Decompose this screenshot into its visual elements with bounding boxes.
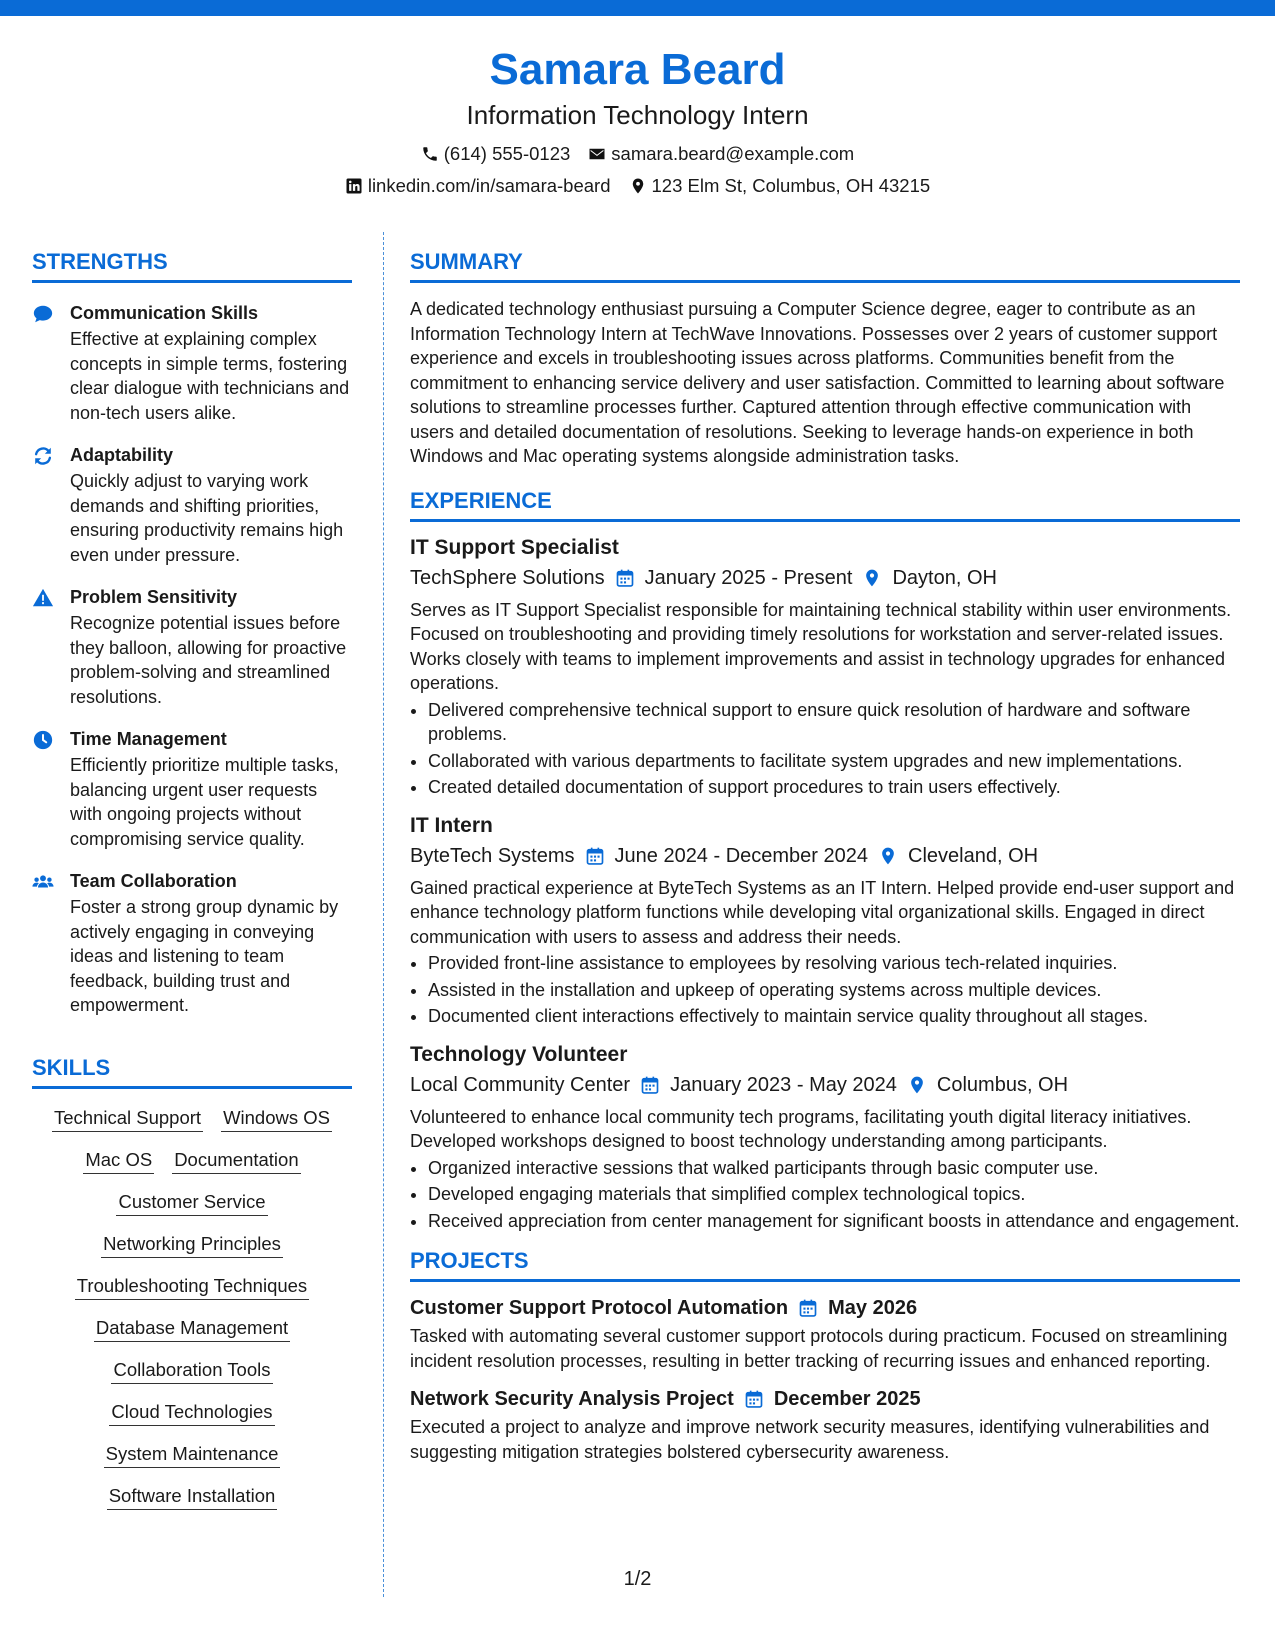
job-bullets bbox=[410, 1156, 1240, 1234]
skills-heading: SKILLS bbox=[32, 1054, 352, 1089]
location-pin-icon bbox=[862, 568, 882, 588]
job-bullet: • Delivered comprehensive technical support to ensure quick resolution of hardware and software problems. bbox=[428, 698, 1240, 747]
linkedin-text: linkedin.com/in/samara-beard bbox=[367, 175, 611, 196]
address-text: 123 Elm St, Columbus, OH 43215 bbox=[651, 175, 931, 196]
contact-phone bbox=[421, 142, 571, 166]
job-meta bbox=[410, 1071, 1240, 1099]
job-location: Cleveland, OH bbox=[908, 844, 1039, 867]
contact-address bbox=[629, 174, 931, 198]
skill-tag: Database Management bbox=[94, 1315, 290, 1342]
job-description: Gained practical experience at ByteTech Systems as an IT Intern. Helped provide end-user support and enhance technology platform functions while developing vital organizational skills. Engaged in direct communication with users to assess and address their needs. bbox=[410, 877, 1235, 947]
page-number: 1/2 bbox=[623, 1568, 652, 1590]
project-description: Executed a project to analyze and improve network security measures, identifying vulnerabilities and suggesting mitigation strategies bolstered cybersecurity awareness. bbox=[410, 1417, 1210, 1462]
skill-tag: System Maintenance bbox=[104, 1441, 281, 1468]
job-entry bbox=[410, 1041, 1240, 1234]
job-title: IT Support Specialist bbox=[410, 535, 619, 559]
job-description: Volunteered to enhance local community tech programs, facilitating youth digital literacy initiatives. Developed workshops designed to boost technology understanding among participants. bbox=[410, 1106, 1192, 1151]
strength-item bbox=[32, 443, 352, 567]
location-pin-icon bbox=[629, 177, 647, 195]
project-entry bbox=[410, 1385, 1240, 1464]
skill-tag: Cloud Technologies bbox=[109, 1399, 274, 1426]
candidate-name: Samara Beard bbox=[489, 45, 786, 94]
project-name: Network Security Analysis Project bbox=[410, 1388, 734, 1410]
contact-row-1 bbox=[0, 142, 1275, 166]
strength-name: Time Management bbox=[70, 729, 227, 749]
experience-heading: EXPERIENCE bbox=[410, 487, 1240, 522]
job-dates: June 2024 - December 2024 bbox=[614, 844, 869, 867]
job-bullet: • Created detailed documentation of support procedures to train users effectively. bbox=[428, 775, 1240, 800]
job-title: Technology Volunteer bbox=[410, 1042, 628, 1066]
strength-item bbox=[32, 301, 352, 425]
users-icon bbox=[32, 871, 54, 893]
project-name: Customer Support Protocol Automation bbox=[410, 1297, 789, 1319]
candidate-title: Information Technology Intern bbox=[466, 100, 809, 130]
calendar-icon bbox=[585, 846, 605, 866]
job-bullet: • Developed engaging materials that simplified complex technological topics. bbox=[428, 1182, 1240, 1207]
job-meta bbox=[410, 842, 1240, 870]
job-bullet: • Received appreciation from center management for significant boosts in attendance and engagement. bbox=[428, 1209, 1240, 1234]
clock-icon bbox=[32, 729, 54, 751]
skill-tag: Networking Principles bbox=[101, 1231, 283, 1258]
project-date: December 2025 bbox=[773, 1388, 921, 1410]
skill-tag: Documentation bbox=[172, 1147, 300, 1174]
strength-name: Adaptability bbox=[70, 445, 174, 465]
contact-linkedin[interactable] bbox=[345, 174, 611, 198]
strength-name: Problem Sensitivity bbox=[70, 587, 238, 607]
calendar-icon bbox=[798, 1298, 818, 1318]
location-pin-icon bbox=[907, 1075, 927, 1095]
calendar-icon bbox=[744, 1389, 764, 1409]
location-pin-icon bbox=[878, 846, 898, 866]
chat-bubble-icon bbox=[32, 303, 54, 325]
top-accent-bar bbox=[0, 0, 1275, 16]
summary-heading: SUMMARY bbox=[410, 248, 1240, 283]
left-column bbox=[32, 248, 352, 1510]
strength-item bbox=[32, 869, 352, 1018]
project-header bbox=[410, 1385, 1240, 1413]
job-company: TechSphere Solutions bbox=[410, 566, 605, 589]
project-date: May 2026 bbox=[828, 1297, 918, 1319]
skills-list bbox=[32, 1105, 352, 1510]
contact-row-2 bbox=[0, 174, 1275, 198]
job-title: IT Intern bbox=[410, 813, 493, 837]
calendar-icon bbox=[640, 1075, 660, 1095]
strength-desc: Effective at explaining complex concepts in simple terms, fostering clear dialogue with technicians and non-tech users alike. bbox=[70, 329, 350, 423]
job-meta bbox=[410, 564, 1240, 592]
contact-email[interactable] bbox=[588, 142, 854, 166]
job-bullet: • Documented client interactions effectively to maintain service quality throughout all stages. bbox=[428, 1004, 1240, 1029]
right-column bbox=[410, 248, 1240, 1464]
sync-icon bbox=[32, 445, 54, 467]
strengths-heading: STRENGTHS bbox=[32, 248, 352, 283]
phone-text: (614) 555-0123 bbox=[443, 143, 571, 164]
job-bullets bbox=[410, 951, 1240, 1029]
strength-item bbox=[32, 585, 352, 709]
resume-header bbox=[0, 44, 1275, 198]
warning-icon bbox=[32, 587, 54, 609]
column-divider bbox=[383, 232, 384, 1597]
skill-tag: Technical Support bbox=[52, 1105, 203, 1132]
strength-desc: Foster a strong group dynamic by actively engaging in conveying ideas and listening to team feedback, building trust and empowerment. bbox=[70, 897, 339, 1015]
job-bullet: • Assisted in the installation and upkeep of operating systems across multiple devices. bbox=[428, 978, 1240, 1003]
project-header bbox=[410, 1294, 1240, 1322]
job-entry bbox=[410, 534, 1240, 800]
project-description: Tasked with automating several customer support protocols during practicum. Focused on streamlining incident resolution processes, resulting in better tracking of recurring issues and enhanced reporting. bbox=[410, 1326, 1228, 1371]
skill-tag: Customer Service bbox=[116, 1189, 267, 1216]
strength-name: Communication Skills bbox=[70, 303, 259, 323]
job-description: Serves as IT Support Specialist responsible for maintaining technical stability within user environments. Focused on troubleshooting and providing timely resolutions for workstation and server-related issues. Works closely with teams to implement improvements and assist in technology upgrades for enhanced operations. bbox=[410, 599, 1232, 693]
skill-tag: Collaboration Tools bbox=[111, 1357, 272, 1384]
linkedin-icon bbox=[345, 177, 363, 195]
strength-name: Team Collaboration bbox=[70, 871, 237, 891]
job-bullet: • Organized interactive sessions that walked participants through basic computer use. bbox=[428, 1156, 1240, 1181]
strength-item bbox=[32, 727, 352, 851]
strength-desc: Efficiently prioritize multiple tasks, balancing urgent user requests with ongoing projects without compromising service quality. bbox=[70, 755, 339, 849]
job-location: Columbus, OH bbox=[936, 1073, 1069, 1096]
job-bullet: • Provided front-line assistance to employees by resolving various tech-related inquiries. bbox=[428, 951, 1240, 976]
project-entry bbox=[410, 1294, 1240, 1373]
job-dates: January 2025 - Present bbox=[644, 566, 853, 589]
projects-heading: PROJECTS bbox=[410, 1247, 1240, 1282]
calendar-icon bbox=[615, 568, 635, 588]
phone-icon bbox=[421, 145, 439, 163]
job-company: Local Community Center bbox=[410, 1073, 631, 1096]
job-location: Dayton, OH bbox=[892, 566, 997, 589]
skill-tag: Mac OS bbox=[83, 1147, 154, 1174]
job-company: ByteTech Systems bbox=[410, 844, 575, 867]
envelope-icon bbox=[588, 145, 606, 163]
skill-tag: Troubleshooting Techniques bbox=[75, 1273, 309, 1300]
job-bullet: • Collaborated with various departments to facilitate system upgrades and new implementations. bbox=[428, 749, 1240, 774]
strength-desc: Recognize potential issues before they balloon, allowing for proactive problem-solving and streamlined resolutions. bbox=[70, 613, 347, 707]
job-dates: January 2023 - May 2024 bbox=[670, 1073, 897, 1096]
skill-tag: Software Installation bbox=[107, 1483, 278, 1510]
summary-text: A dedicated technology enthusiast pursuing a Computer Science degree, eager to contribute as an Information Technology Intern at TechWave Innovations. Possesses over 2 years of customer support experience and excels in troubleshooting issues across platforms. Communities benefit from the commitment to enhancing service delivery and user satisfaction. Committed to learning about software solutions to streamline processes further. Captured attention through effective communication with users and detailed documentation of resolutions. Seeking to leverage hands-on experience in both Windows and Mac operating systems alongside administration tasks. bbox=[410, 299, 1225, 466]
strength-desc: Quickly adjust to varying work demands and shifting priorities, ensuring productivity remains high even under pressure. bbox=[70, 471, 344, 565]
email-text: samara.beard@example.com bbox=[611, 143, 855, 164]
job-bullets bbox=[410, 698, 1240, 800]
skill-tag: Windows OS bbox=[221, 1105, 332, 1132]
job-entry bbox=[410, 812, 1240, 1029]
